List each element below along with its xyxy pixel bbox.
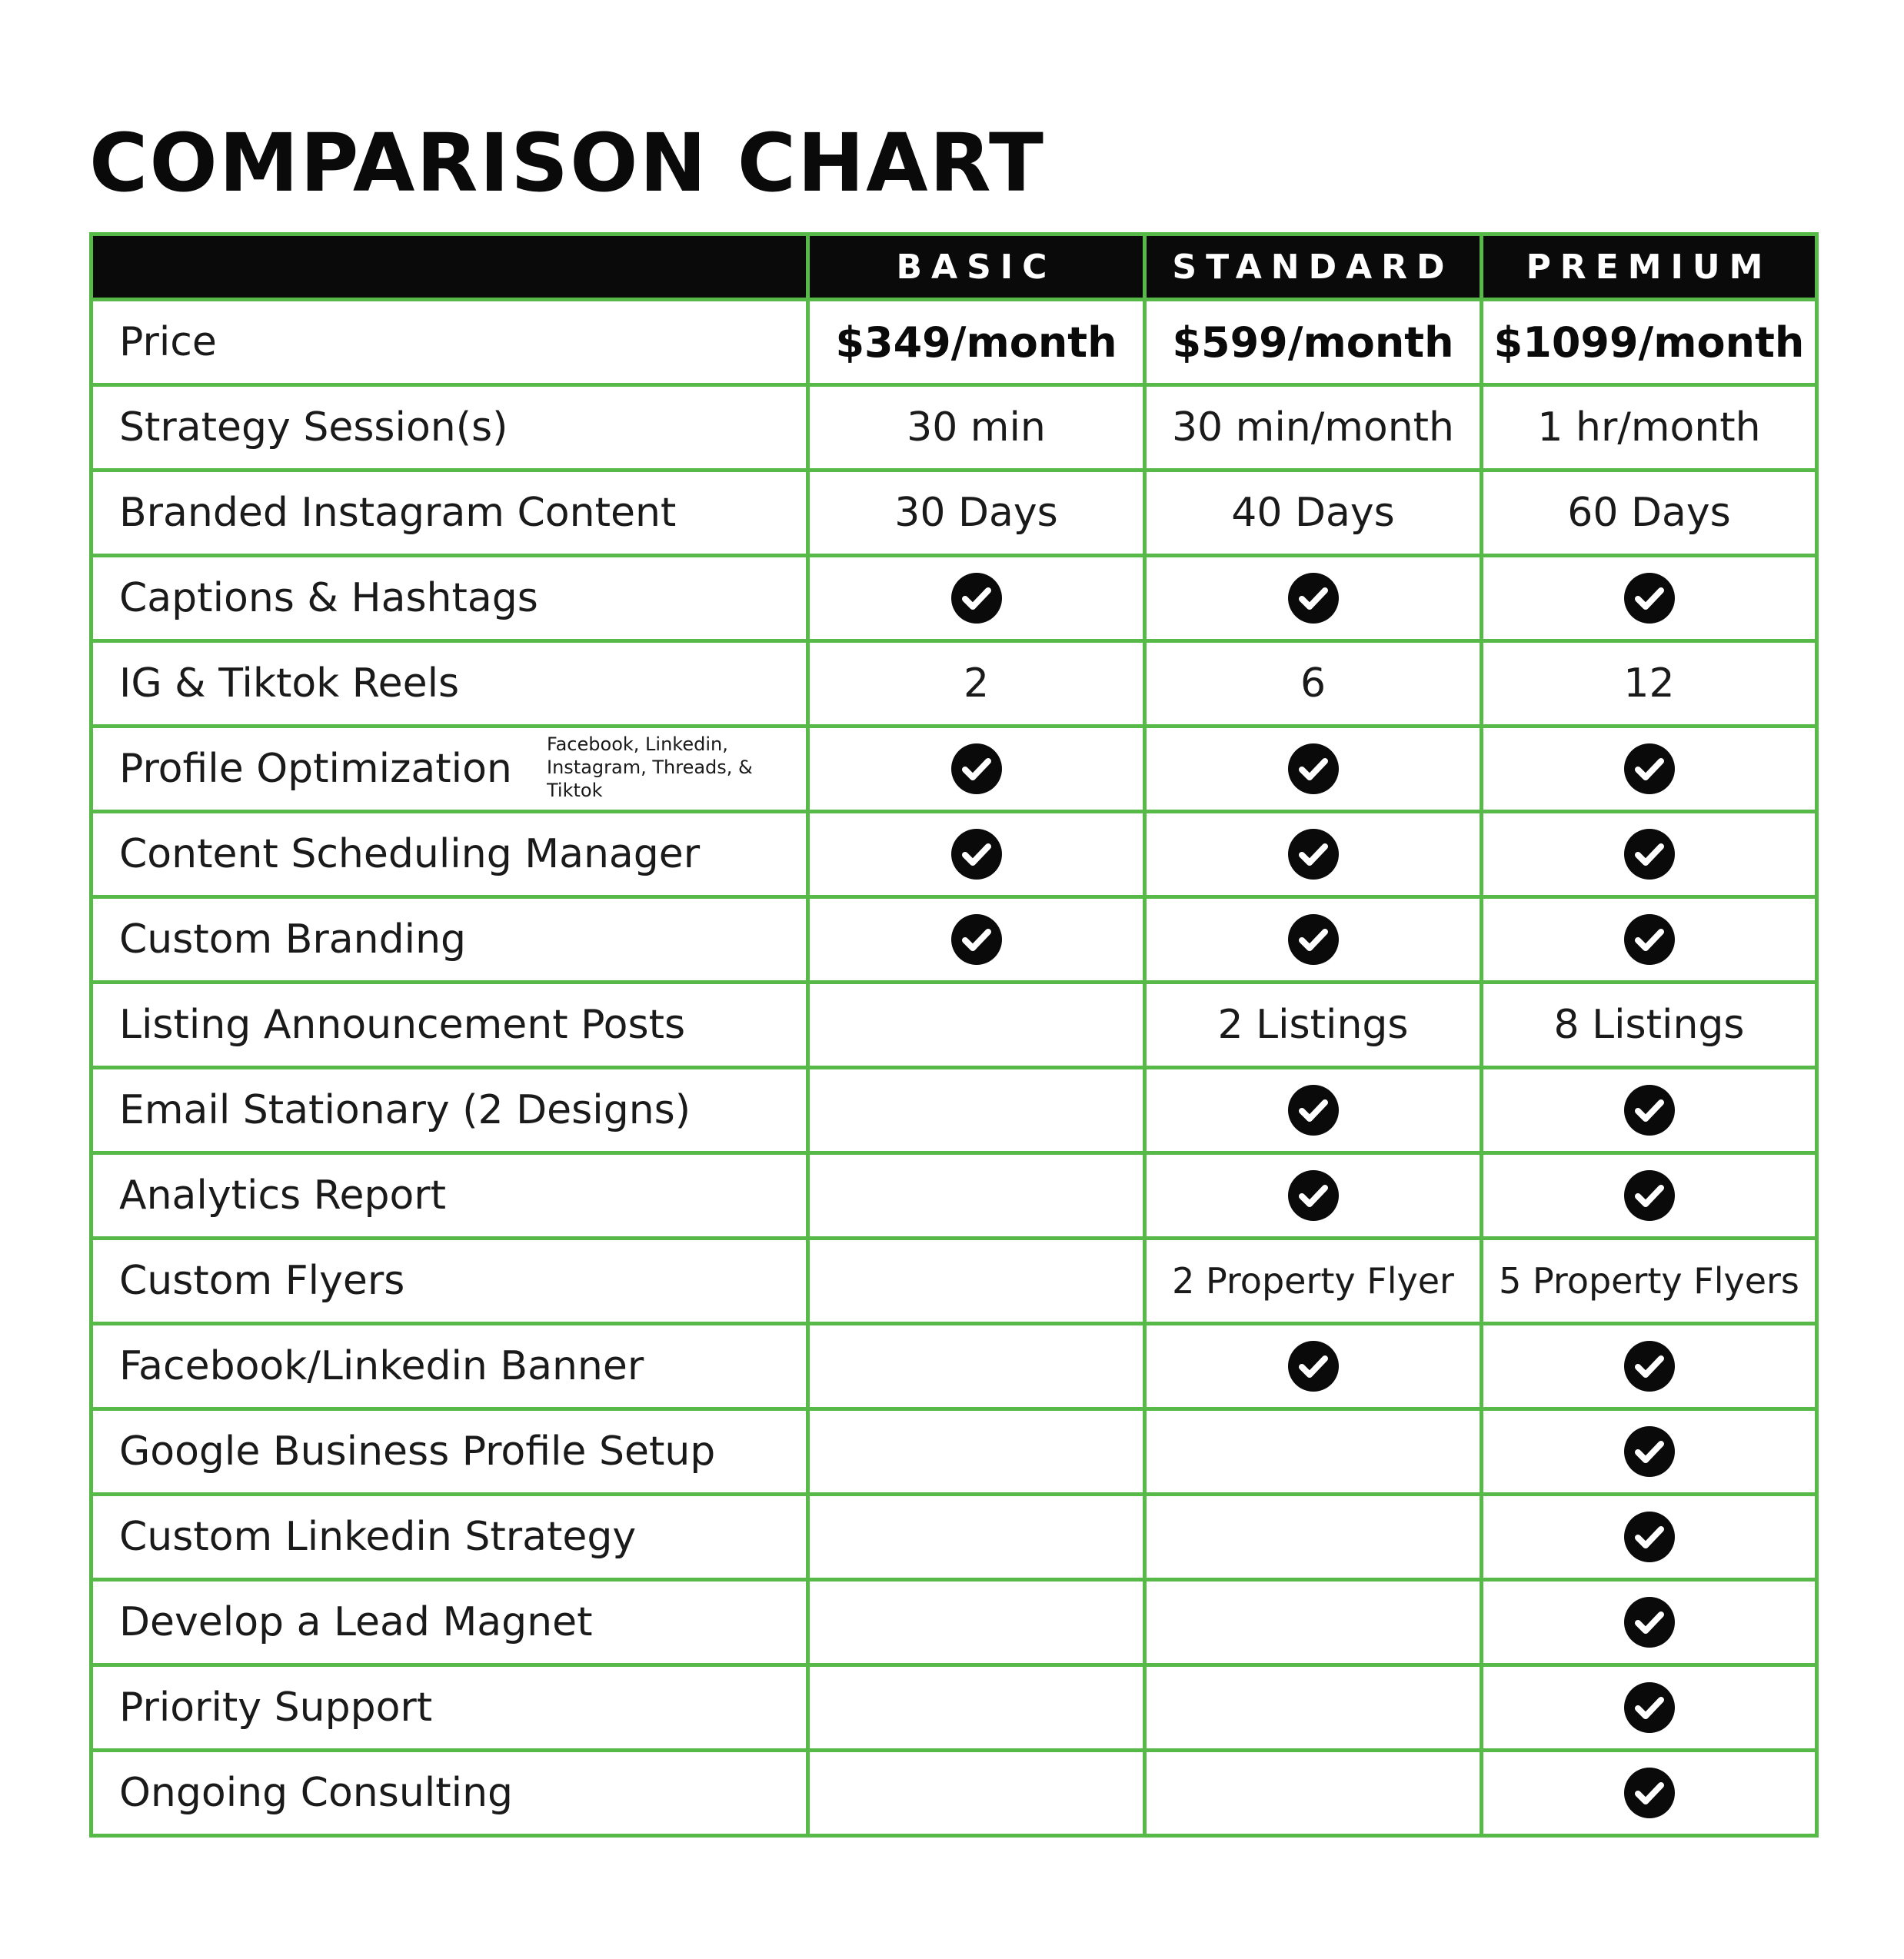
basic-value-cell [808, 300, 1145, 385]
feature-label [92, 471, 808, 556]
table-row [92, 1751, 1817, 1836]
table-row [92, 1153, 1817, 1239]
premium-included-cell [1482, 1324, 1817, 1409]
table-row [92, 1068, 1817, 1153]
table-header [92, 234, 1817, 300]
premium-included-cell [1482, 556, 1817, 641]
check-circle-icon [1287, 572, 1340, 624]
standard-value-text: $599/month [1172, 318, 1454, 367]
standard-value-cell [1145, 983, 1482, 1068]
page-title: COMPARISON CHART [89, 116, 1045, 210]
check-circle-icon [1623, 1084, 1676, 1136]
basic-value-cell [808, 1239, 1145, 1324]
feature-label-text: Ongoing Consulting [119, 1770, 514, 1816]
standard-value-cell [1145, 1665, 1482, 1751]
standard-value-text: 30 min/month [1171, 404, 1455, 451]
standard-included-cell [1145, 1153, 1482, 1239]
table-row [92, 812, 1817, 897]
standard-included-cell [1145, 556, 1482, 641]
basic-value-cell [808, 471, 1145, 556]
table-row [92, 641, 1817, 727]
premium-included-cell [1482, 1495, 1817, 1580]
premium-value-text: 60 Days [1567, 490, 1731, 536]
header-premium: PREMIUM [1482, 234, 1817, 300]
standard-value-cell [1145, 1580, 1482, 1665]
table-row [92, 1324, 1817, 1409]
check-circle-icon [1287, 1340, 1340, 1392]
feature-label [92, 641, 808, 727]
premium-value-cell [1482, 471, 1817, 556]
basic-value-cell [808, 1580, 1145, 1665]
premium-included-cell [1482, 812, 1817, 897]
premium-included-cell [1482, 1153, 1817, 1239]
header-basic: BASIC [808, 234, 1145, 300]
feature-label-text: Custom Branding [119, 916, 467, 963]
check-circle-icon [1287, 828, 1340, 880]
table-row [92, 1580, 1817, 1665]
table-row [92, 385, 1817, 471]
feature-label-text: Captions & Hashtags [119, 575, 538, 621]
standard-value-text: 40 Days [1231, 490, 1395, 536]
header-standard: STANDARD [1145, 234, 1482, 300]
premium-included-cell [1482, 897, 1817, 983]
check-circle-icon [1287, 743, 1340, 795]
table-row [92, 1495, 1817, 1580]
basic-value-text: 30 min [907, 404, 1046, 451]
check-circle-icon [950, 572, 1003, 624]
standard-value-cell [1145, 385, 1482, 471]
feature-label [92, 300, 808, 385]
feature-label-text: Profile Optimization [119, 746, 512, 792]
header-row [92, 234, 1817, 300]
standard-value-cell [1145, 1409, 1482, 1495]
feature-label [92, 897, 808, 983]
premium-value-cell [1482, 983, 1817, 1068]
check-circle-icon [1623, 1767, 1676, 1819]
basic-value-cell [808, 1153, 1145, 1239]
premium-value-text: 5 Property Flyers [1499, 1260, 1799, 1302]
feature-label [92, 1751, 808, 1836]
standard-included-cell [1145, 1068, 1482, 1153]
premium-included-cell [1482, 727, 1817, 812]
feature-label-text: Google Business Profile Setup [119, 1429, 716, 1475]
feature-label-text: Analytics Report [119, 1172, 447, 1219]
standard-value-cell [1145, 300, 1482, 385]
feature-label-text: IG & Tiktok Reels [119, 660, 460, 707]
check-circle-icon [1287, 1169, 1340, 1222]
standard-included-cell [1145, 897, 1482, 983]
standard-included-cell [1145, 1324, 1482, 1409]
check-circle-icon [1623, 1596, 1676, 1648]
basic-value-cell [808, 1665, 1145, 1751]
table-row [92, 300, 1817, 385]
premium-value-text: 8 Listings [1553, 1002, 1745, 1048]
standard-value-text: 2 Listings [1217, 1002, 1409, 1048]
feature-label [92, 1068, 808, 1153]
check-circle-icon [1623, 572, 1676, 624]
premium-included-cell [1482, 1409, 1817, 1495]
feature-label-text: Email Stationary (2 Designs) [119, 1087, 691, 1133]
check-circle-icon [1623, 913, 1676, 966]
standard-value-cell [1145, 1495, 1482, 1580]
basic-included-cell [808, 812, 1145, 897]
feature-label [92, 812, 808, 897]
table-body [92, 300, 1817, 1836]
check-circle-icon [1623, 743, 1676, 795]
basic-value-cell [808, 1495, 1145, 1580]
feature-label [92, 1580, 808, 1665]
feature-label-text: Listing Announcement Posts [119, 1002, 686, 1048]
feature-label [92, 1665, 808, 1751]
standard-value-text: 2 Property Flyer [1172, 1260, 1454, 1302]
basic-included-cell [808, 727, 1145, 812]
feature-label [92, 1324, 808, 1409]
check-circle-icon [1287, 913, 1340, 966]
feature-label [92, 556, 808, 641]
basic-value-cell [808, 983, 1145, 1068]
feature-label [92, 385, 808, 471]
standard-value-cell [1145, 641, 1482, 727]
basic-value-cell [808, 641, 1145, 727]
premium-value-cell [1482, 300, 1817, 385]
feature-label [92, 1495, 808, 1580]
standard-included-cell [1145, 727, 1482, 812]
basic-included-cell [808, 556, 1145, 641]
check-circle-icon [950, 828, 1003, 880]
premium-included-cell [1482, 1580, 1817, 1665]
basic-value-cell [808, 1068, 1145, 1153]
standard-included-cell [1145, 812, 1482, 897]
premium-value-text: 12 [1623, 660, 1675, 707]
table-row [92, 1239, 1817, 1324]
check-circle-icon [1623, 1340, 1676, 1392]
feature-label-text: Strategy Session(s) [119, 404, 508, 451]
standard-value-cell [1145, 1751, 1482, 1836]
check-circle-icon [950, 913, 1003, 966]
check-circle-icon [1623, 1511, 1676, 1563]
feature-label [92, 983, 808, 1068]
comparison-table [89, 232, 1819, 1838]
check-circle-icon [950, 743, 1003, 795]
premium-value-cell [1482, 1239, 1817, 1324]
premium-included-cell [1482, 1751, 1817, 1836]
table-row [92, 1665, 1817, 1751]
standard-value-text: 6 [1300, 660, 1326, 707]
feature-label-text: Custom Linkedin Strategy [119, 1514, 637, 1560]
header-feature-cell [92, 234, 808, 300]
basic-value-cell [808, 385, 1145, 471]
premium-included-cell [1482, 1068, 1817, 1153]
feature-label [92, 1239, 808, 1324]
comparison-table-container [89, 232, 1815, 1838]
basic-included-cell [808, 897, 1145, 983]
feature-label-text: Content Scheduling Manager [119, 831, 701, 877]
basic-value-cell [808, 1751, 1145, 1836]
premium-value-cell [1482, 641, 1817, 727]
table-row [92, 897, 1817, 983]
basic-value-cell [808, 1324, 1145, 1409]
feature-label-text: Custom Flyers [119, 1258, 405, 1304]
check-circle-icon [1623, 1681, 1676, 1734]
check-circle-icon [1623, 828, 1676, 880]
table-row [92, 556, 1817, 641]
check-circle-icon [1623, 1169, 1676, 1222]
feature-label-text: Priority Support [119, 1685, 433, 1731]
premium-included-cell [1482, 1665, 1817, 1751]
premium-value-text: $1099/month [1493, 318, 1805, 367]
feature-label-text: Facebook/Linkedin Banner [119, 1343, 644, 1389]
feature-label-text: Branded Instagram Content [119, 490, 677, 536]
basic-value-text: 2 [963, 660, 990, 707]
table-row [92, 471, 1817, 556]
check-circle-icon [1287, 1084, 1340, 1136]
feature-label-text: Develop a Lead Magnet [119, 1599, 593, 1645]
standard-value-cell [1145, 471, 1482, 556]
premium-value-text: 1 hr/month [1537, 404, 1761, 451]
standard-value-cell [1145, 1239, 1482, 1324]
table-row [92, 727, 1817, 812]
feature-label [92, 727, 808, 812]
table-row [92, 983, 1817, 1068]
feature-note: Facebook, Linkedin, Instagram, Threads, & Tiktok [547, 733, 753, 801]
basic-value-cell [808, 1409, 1145, 1495]
feature-label [92, 1153, 808, 1239]
premium-value-cell [1482, 385, 1817, 471]
basic-value-text: $349/month [835, 318, 1117, 367]
table-row [92, 1409, 1817, 1495]
check-circle-icon [1623, 1425, 1676, 1478]
feature-label [92, 1409, 808, 1495]
feature-label-text: Price [119, 319, 217, 365]
basic-value-text: 30 Days [894, 490, 1058, 536]
